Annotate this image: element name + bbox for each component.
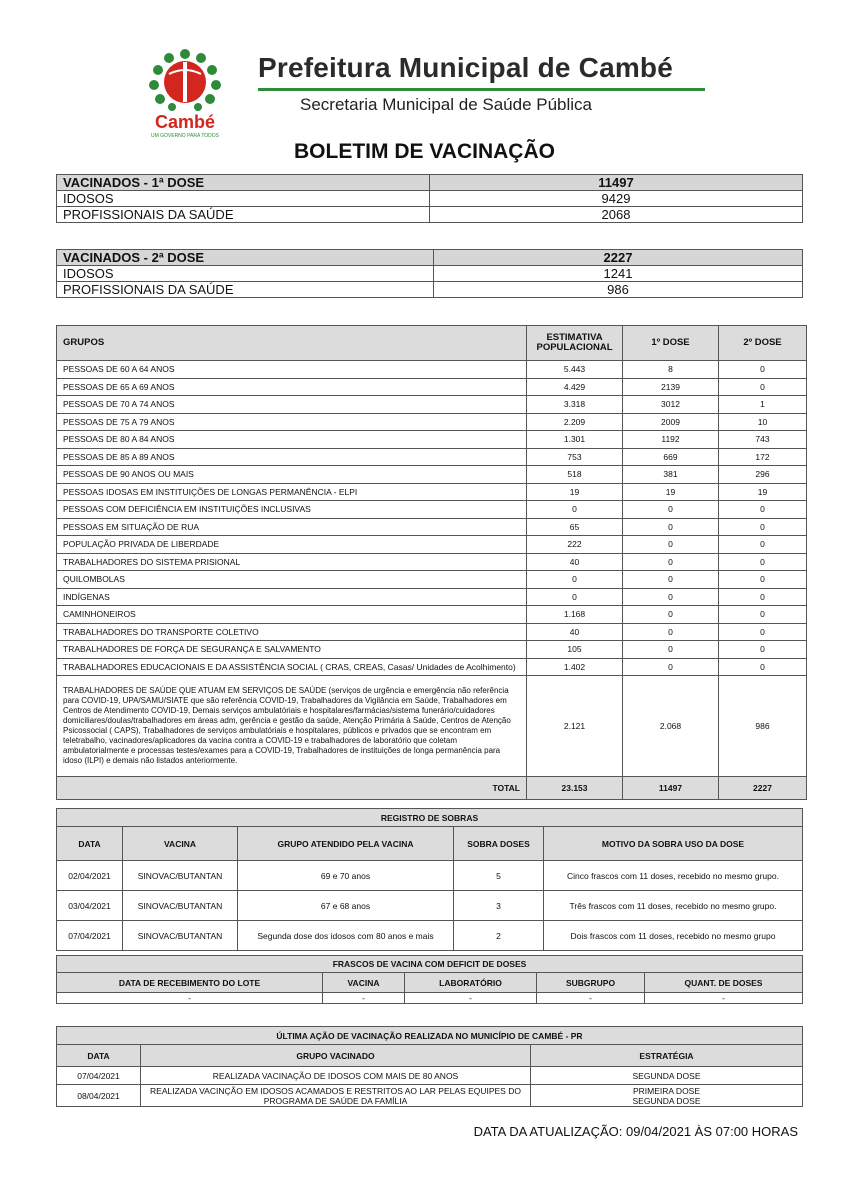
group-value: 40 xyxy=(527,553,623,571)
group-value: 669 xyxy=(623,448,719,466)
deficit-cell: - xyxy=(323,993,405,1004)
dose1-row-label: PROFISSIONAIS DA SAÚDE xyxy=(57,207,430,223)
last-action-row xyxy=(57,1067,803,1085)
doc-title: BOLETIM DE VACINAÇÃO xyxy=(294,140,555,163)
org-title: Prefeitura Municipal de Cambé xyxy=(258,52,674,83)
group-name: PESSOAS COM DEFICIÊNCIA EM INSTITUIÇÕES INCLUSIVAS xyxy=(57,501,527,519)
group-value: 0 xyxy=(623,588,719,606)
dose1-table xyxy=(56,174,803,223)
last-action-cell: PRIMEIRA DOSE SEGUNDA DOSE xyxy=(531,1085,803,1107)
group-row xyxy=(57,361,807,379)
group-value: 222 xyxy=(527,536,623,554)
groups-header: GRUPOS xyxy=(57,326,527,361)
group-value: 2.209 xyxy=(527,413,623,431)
leftovers-header: DATA xyxy=(57,827,123,861)
group-row xyxy=(57,623,807,641)
group-value: 0 xyxy=(719,588,807,606)
group-name: PESSOAS DE 75 A 79 ANOS xyxy=(57,413,527,431)
header-divider xyxy=(258,88,705,91)
dose1-row-value: 9429 xyxy=(430,191,803,207)
dose2-label: VACINADOS - 2ª DOSE xyxy=(57,250,434,266)
groups-table xyxy=(56,325,807,800)
last-action-table xyxy=(56,1026,803,1107)
group-value: 518 xyxy=(527,466,623,484)
group-value: 0 xyxy=(719,378,807,396)
group-value: 0 xyxy=(623,501,719,519)
leftovers-table xyxy=(56,808,803,951)
deficit-header: SUBGRUPO xyxy=(537,973,645,993)
org-subtitle: Secretaria Municipal de Saúde Pública xyxy=(300,95,593,114)
leftover-cell: Segunda dose dos idosos com 80 anos e mais xyxy=(238,921,454,951)
leftover-cell: Três frascos com 11 doses, recebido no mesmo grupo. xyxy=(544,891,803,921)
group-name: TRABALHADORES DE FORÇA DE SEGURANÇA E SALVAMENTO xyxy=(57,641,527,659)
logo-tagline: UM GOVERNO PARA TODOS xyxy=(150,133,220,139)
group-value: 743 xyxy=(719,431,807,449)
total-label: TOTAL xyxy=(57,777,527,800)
deficit-header: DATA DE RECEBIMENTO DO LOTE xyxy=(57,973,323,993)
group-value: 0 xyxy=(719,658,807,676)
group-value: 3.318 xyxy=(527,396,623,414)
group-value: 0 xyxy=(527,588,623,606)
leftover-cell: 2 xyxy=(454,921,544,951)
group-name: CAMINHONEIROS xyxy=(57,606,527,624)
leftover-cell: SINOVAC/BUTANTAN xyxy=(123,891,238,921)
group-value: 1.301 xyxy=(527,431,623,449)
group-row xyxy=(57,396,807,414)
last-action-header: GRUPO VACINADO xyxy=(141,1045,531,1067)
leftover-cell: 3 xyxy=(454,891,544,921)
deficit-header: VACINA xyxy=(323,973,405,993)
group-value: 0 xyxy=(719,606,807,624)
group-value: 0 xyxy=(623,606,719,624)
deficit-title: FRASCOS DE VACINA COM DEFICIT DE DOSES xyxy=(57,956,803,973)
group-row xyxy=(57,431,807,449)
leftovers-title: REGISTRO DE SOBRAS xyxy=(57,809,803,827)
group-row xyxy=(57,571,807,589)
group-value: 3012 xyxy=(623,396,719,414)
last-action-cell: SEGUNDA DOSE xyxy=(531,1067,803,1085)
group-row xyxy=(57,413,807,431)
last-action-cell: 07/04/2021 xyxy=(57,1067,141,1085)
total-estimate: 23.153 xyxy=(527,777,623,800)
group-row xyxy=(57,536,807,554)
group-row xyxy=(57,553,807,571)
cambe-logo xyxy=(138,48,233,140)
total-dose1: 11497 xyxy=(623,777,719,800)
dose2-row-value: 986 xyxy=(434,282,803,298)
group-name: PESSOAS DE 60 A 64 ANOS xyxy=(57,361,527,379)
deficit-cell: - xyxy=(537,993,645,1004)
dose2-row-value: 1241 xyxy=(434,266,803,282)
leftover-cell: 67 e 68 anos xyxy=(238,891,454,921)
leftovers-header: MOTIVO DA SOBRA USO DA DOSE xyxy=(544,827,803,861)
health-row-label: TRABALHADORES DE SAÚDE QUE ATUAM EM SERVIÇOS DE SAÚDE (serviços de urgência e emergência não referência para COVID-19, UPA/SAMU/SIATE que são referência COVID-19, Trabalhadores da Vigilância em Saúde, Trabalhadores em Centros de Atendimento COVID-19, Demais serviços ambulatóriais e hospitalares/farmácias/sistema funerário/cuidadores domiciliares/doulas/trabalhadores em áreas adm, gerência e gestão da saúde, Atenção Primária à Saúde, Centros de Atenção Psicossocial ( CAPS), Trabalhadores de serviços ambulatóriais e hospitalares, públicos e privados que se encontram em teletrabalho, vacinadores/aplicadores da vacina contra a COVID-19 e trabalhadores de laboratório que coletam ambulatorialmente e processas testes/exames para a COVID-19, Trabalhadores de instituições de longa permanência para idoso (ILPI) e demais não listados anteriormente. xyxy=(57,676,527,777)
dose1-row-label: IDOSOS xyxy=(57,191,430,207)
group-row xyxy=(57,641,807,659)
group-name: PESSOAS IDOSAS EM INSTITUIÇÕES DE LONGAS PERMANÊNCIA - ELPI xyxy=(57,483,527,501)
group-value: 5.443 xyxy=(527,361,623,379)
group-value: 0 xyxy=(719,361,807,379)
group-value: 10 xyxy=(719,413,807,431)
group-value: 0 xyxy=(623,658,719,676)
group-row xyxy=(57,588,807,606)
dose2-row-label: PROFISSIONAIS DA SAÚDE xyxy=(57,282,434,298)
group-value: 296 xyxy=(719,466,807,484)
group-value: 0 xyxy=(719,553,807,571)
group-value: 2139 xyxy=(623,378,719,396)
group-name: PESSOAS DE 80 A 84 ANOS xyxy=(57,431,527,449)
group-row xyxy=(57,658,807,676)
group-name: PESSOAS EM SITUAÇÃO DE RUA xyxy=(57,518,527,536)
leftover-cell: Dois frascos com 11 doses, recebido no mesmo grupo xyxy=(544,921,803,951)
last-action-title: ÚLTIMA AÇÃO DE VACINAÇÃO REALIZADA NO MUNICÍPIO DE CAMBÉ - PR xyxy=(57,1027,803,1045)
logo-text: Cambé xyxy=(154,112,216,132)
group-value: 19 xyxy=(719,483,807,501)
group-name: PESSOAS DE 65 A 69 ANOS xyxy=(57,378,527,396)
group-value: 0 xyxy=(623,641,719,659)
leftovers-header: SOBRA DOSES xyxy=(454,827,544,861)
group-row xyxy=(57,606,807,624)
group-value: 381 xyxy=(623,466,719,484)
group-value: 65 xyxy=(527,518,623,536)
leftover-cell: 02/04/2021 xyxy=(57,861,123,891)
deficit-table xyxy=(56,955,803,1004)
leftover-cell: 5 xyxy=(454,861,544,891)
group-value: 0 xyxy=(623,553,719,571)
update-timestamp: DATA DA ATUALIZAÇÃO: 09/04/2021 ÀS 07:00 HORAS xyxy=(473,1124,798,1139)
deficit-cell: - xyxy=(57,993,323,1004)
group-name: QUILOMBOLAS xyxy=(57,571,527,589)
leftover-row xyxy=(57,891,803,921)
last-action-cell: 08/04/2021 xyxy=(57,1085,141,1107)
deficit-cell: - xyxy=(645,993,803,1004)
leftover-cell: SINOVAC/BUTANTAN xyxy=(123,921,238,951)
last-action-row xyxy=(57,1085,803,1107)
group-row xyxy=(57,483,807,501)
groups-header: ESTIMATIVA POPULACIONAL xyxy=(527,326,623,361)
group-value: 0 xyxy=(527,501,623,519)
group-name: POPULAÇÃO PRIVADA DE LIBERDADE xyxy=(57,536,527,554)
group-value: 40 xyxy=(527,623,623,641)
group-name: PESSOAS DE 70 A 74 ANOS xyxy=(57,396,527,414)
group-value: 1192 xyxy=(623,431,719,449)
group-value: 0 xyxy=(623,571,719,589)
group-row xyxy=(57,466,807,484)
dose2-table xyxy=(56,249,803,298)
group-row xyxy=(57,518,807,536)
health-row-dose1: 2.068 xyxy=(623,676,719,777)
group-row xyxy=(57,501,807,519)
group-value: 0 xyxy=(623,623,719,641)
dose1-total: 11497 xyxy=(430,175,803,191)
group-row xyxy=(57,448,807,466)
group-value: 19 xyxy=(527,483,623,501)
group-name: TRABALHADORES EDUCACIONAIS E DA ASSISTÊNCIA SOCIAL ( CRAS, CREAS, Casas/ Unidades de Acolhimento) xyxy=(57,658,527,676)
group-value: 2009 xyxy=(623,413,719,431)
leftover-cell: Cinco frascos com 11 doses, recebido no mesmo grupo. xyxy=(544,861,803,891)
group-value: 0 xyxy=(719,501,807,519)
group-value: 0 xyxy=(719,623,807,641)
leftover-cell: SINOVAC/BUTANTAN xyxy=(123,861,238,891)
group-value: 0 xyxy=(623,536,719,554)
dose2-total: 2227 xyxy=(434,250,803,266)
groups-header: 1º DOSE xyxy=(623,326,719,361)
leftover-cell: 03/04/2021 xyxy=(57,891,123,921)
last-action-cell: REALIZADA VACINAÇÃO DE IDOSOS COM MAIS DE 80 ANOS xyxy=(141,1067,531,1085)
leftovers-header: GRUPO ATENDIDO PELA VACINA xyxy=(238,827,454,861)
leftover-row xyxy=(57,861,803,891)
deficit-cell: - xyxy=(405,993,537,1004)
group-value: 4.429 xyxy=(527,378,623,396)
group-value: 0 xyxy=(719,571,807,589)
group-value: 0 xyxy=(719,536,807,554)
group-value: 8 xyxy=(623,361,719,379)
group-value: 1.402 xyxy=(527,658,623,676)
group-name: INDÍGENAS xyxy=(57,588,527,606)
leftovers-header: VACINA xyxy=(123,827,238,861)
total-dose2: 2227 xyxy=(719,777,807,800)
deficit-header: LABORATÓRIO xyxy=(405,973,537,993)
leftover-row xyxy=(57,921,803,951)
group-row xyxy=(57,378,807,396)
dose1-label: VACINADOS - 1ª DOSE xyxy=(57,175,430,191)
last-action-header: DATA xyxy=(57,1045,141,1067)
group-name: PESSOAS DE 85 A 89 ANOS xyxy=(57,448,527,466)
group-name: TRABALHADORES DO TRANSPORTE COLETIVO xyxy=(57,623,527,641)
dose1-row-value: 2068 xyxy=(430,207,803,223)
last-action-header: ESTRATÉGIA xyxy=(531,1045,803,1067)
group-value: 0 xyxy=(719,641,807,659)
group-value: 0 xyxy=(527,571,623,589)
groups-header: 2º DOSE xyxy=(719,326,807,361)
leftover-cell: 07/04/2021 xyxy=(57,921,123,951)
group-value: 105 xyxy=(527,641,623,659)
deficit-header: QUANT. DE DOSES xyxy=(645,973,803,993)
health-row-estimate: 2.121 xyxy=(527,676,623,777)
last-action-cell: REALIZADA VACINÇÃO EM IDOSOS ACAMADOS E RESTRITOS AO LAR PELAS EQUIPES DO PROGRAMA DE SAÚDE DA FAMÍLIA xyxy=(141,1085,531,1107)
group-value: 753 xyxy=(527,448,623,466)
group-value: 1 xyxy=(719,396,807,414)
group-value: 0 xyxy=(623,518,719,536)
group-value: 1.168 xyxy=(527,606,623,624)
leftover-cell: 69 e 70 anos xyxy=(238,861,454,891)
health-row-dose2: 986 xyxy=(719,676,807,777)
group-value: 172 xyxy=(719,448,807,466)
group-name: TRABALHADORES DO SISTEMA PRISIONAL xyxy=(57,553,527,571)
group-value: 0 xyxy=(719,518,807,536)
group-value: 19 xyxy=(623,483,719,501)
dose2-row-label: IDOSOS xyxy=(57,266,434,282)
group-name: PESSOAS DE 90 ANOS OU MAIS xyxy=(57,466,527,484)
